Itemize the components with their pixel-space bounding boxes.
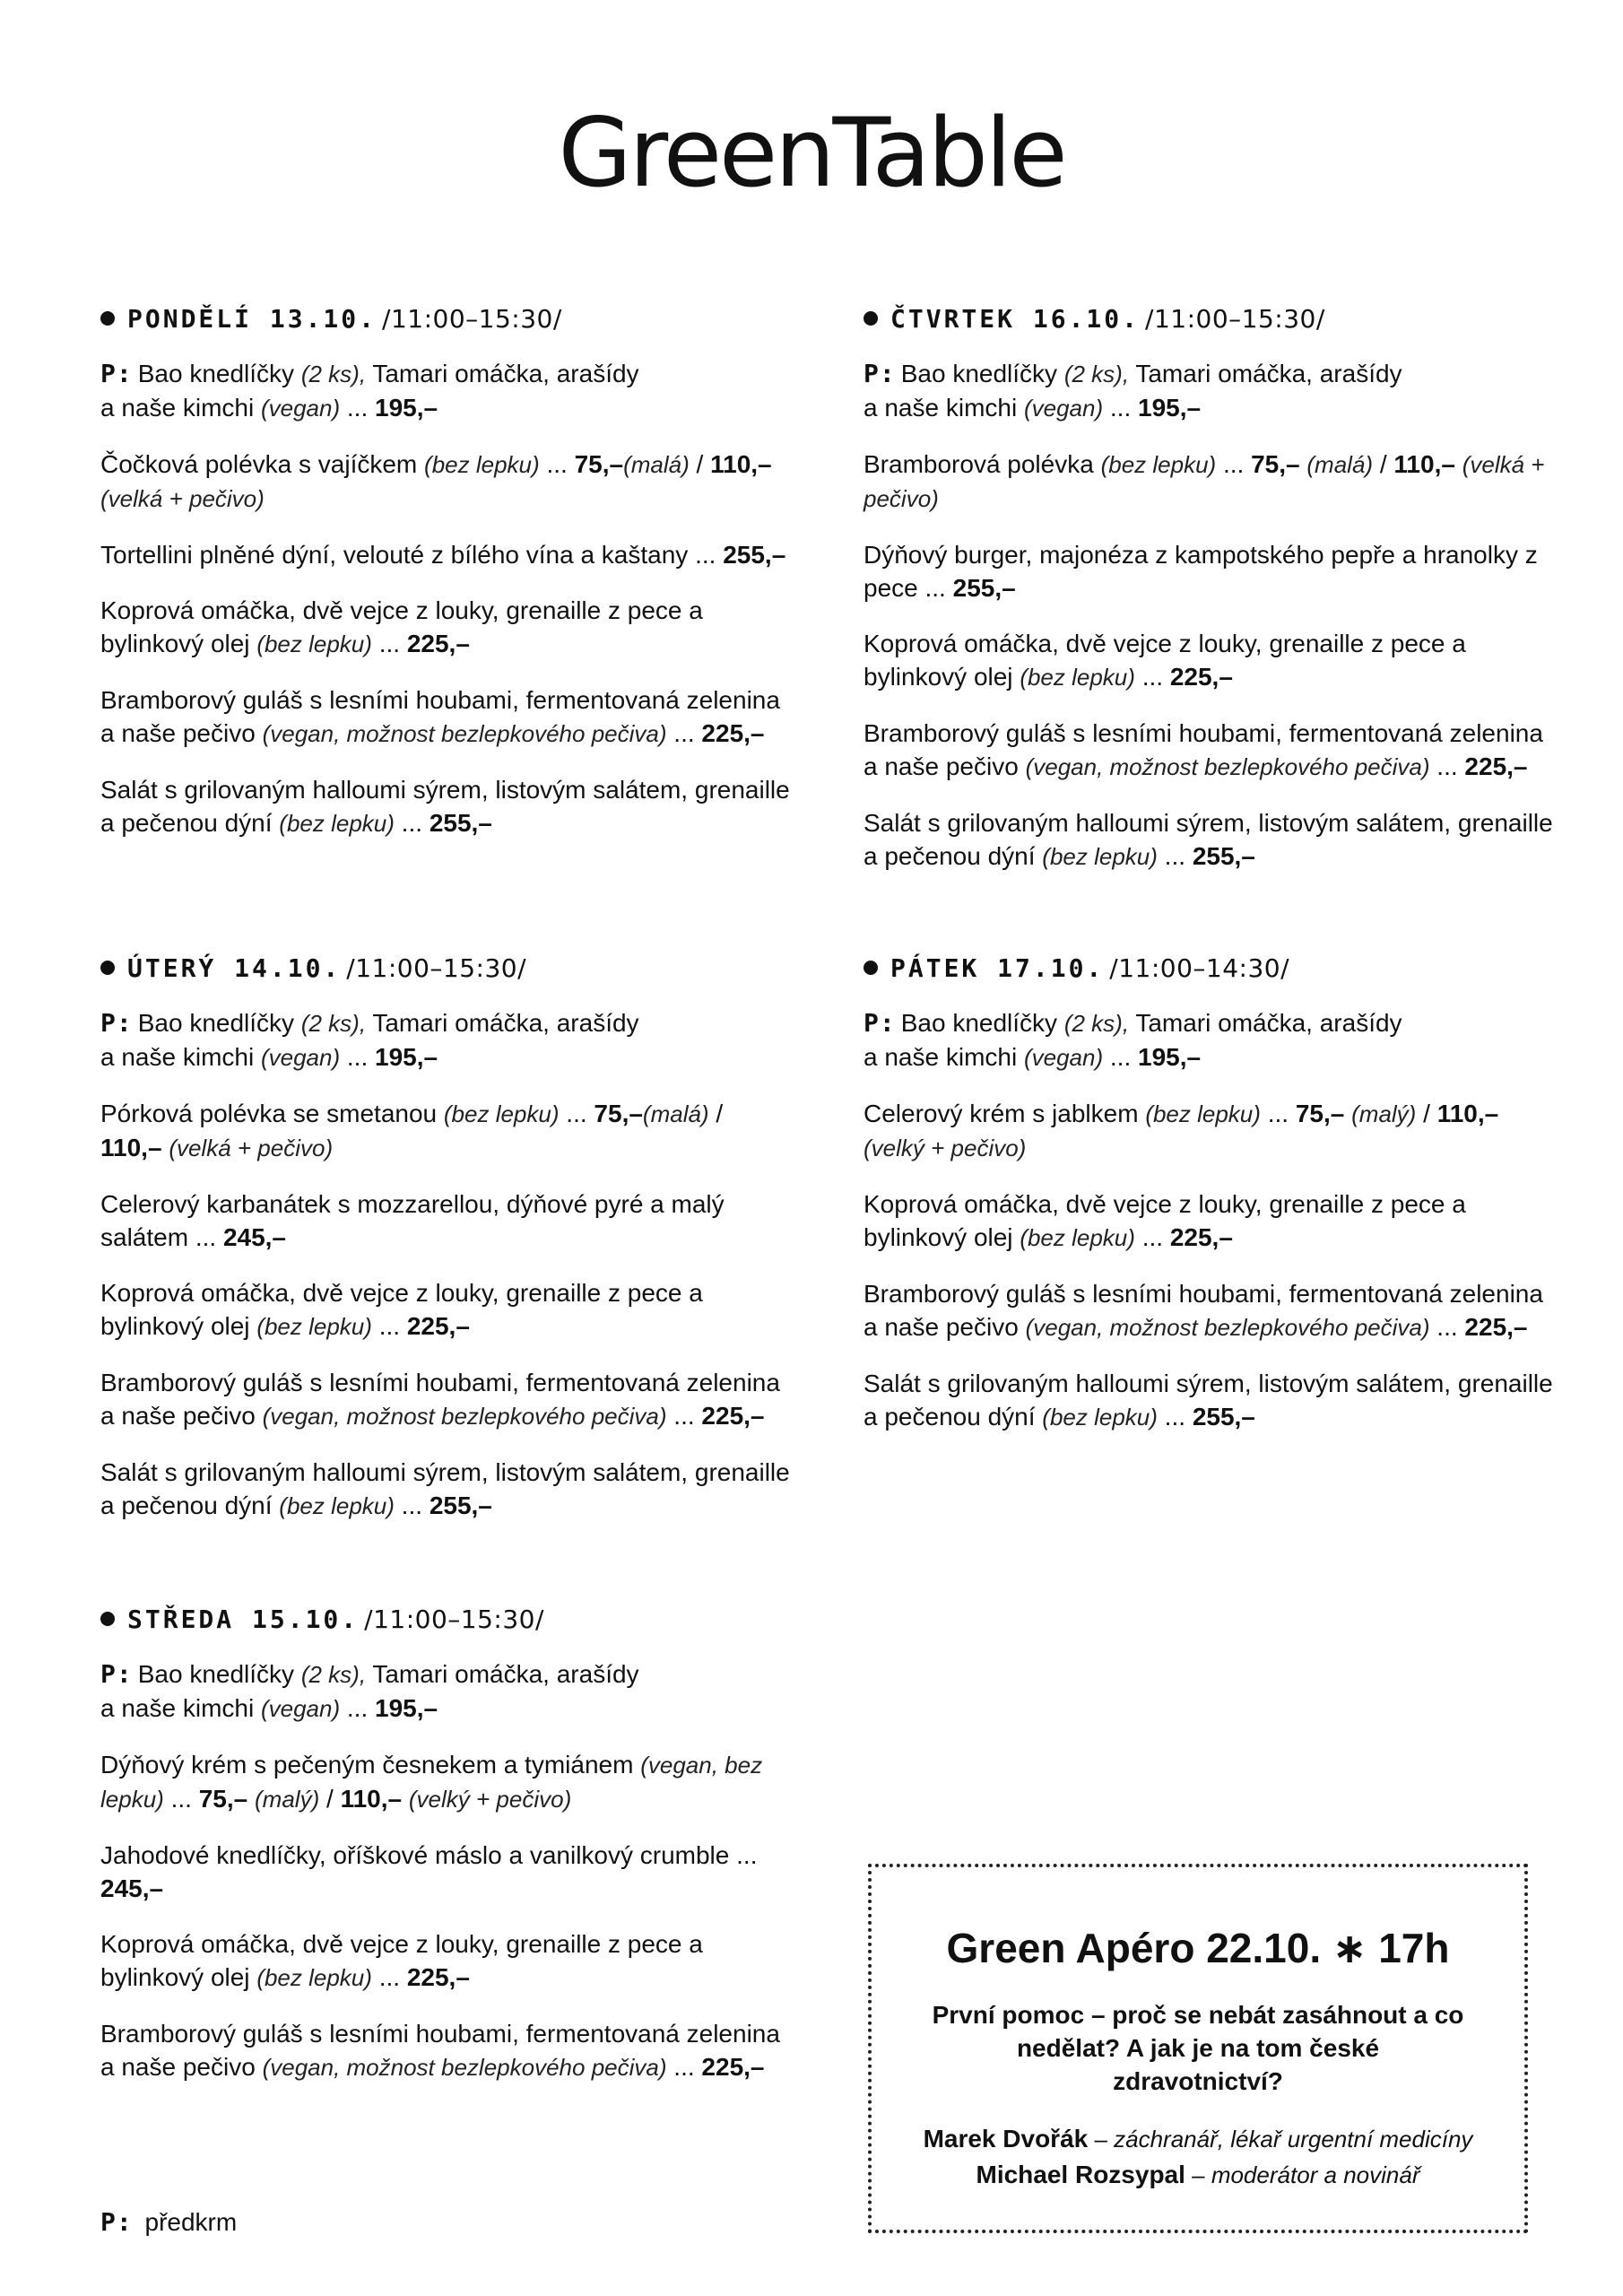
item-note: (vegan, možnost bezlepkového pečiva) xyxy=(262,720,667,747)
brand-logo: GreenTable xyxy=(558,98,1065,208)
menu-item xyxy=(100,1927,791,1995)
item-text: Tamari omáčka, arašídy xyxy=(1129,360,1402,387)
item-text: Salát s grilovaným halloumi sýrem, listovým salátem, grenaille a pečenou dýní xyxy=(100,1458,790,1519)
item-note: (vegan, možnost bezlepkového pečiva) xyxy=(262,1403,667,1430)
menu-item xyxy=(100,1748,791,1816)
starter-marker: P: xyxy=(100,1659,133,1689)
item-text: Salát s grilovaným halloumi sýrem, listovým salátem, grenaille a pečenou dýní xyxy=(100,776,790,837)
day-hours: /11:00–15:30/ xyxy=(1145,304,1325,334)
item-note: (velká + pečivo) xyxy=(864,451,1545,512)
item-text: ... xyxy=(1429,752,1465,780)
item-price: 75,– xyxy=(198,1785,248,1813)
item-note: (bez lepku) xyxy=(1100,451,1217,478)
item-price: 255,– xyxy=(952,574,1016,602)
item-note: (2 ks), xyxy=(300,361,367,387)
menu-item xyxy=(864,357,1554,425)
item-text: ... xyxy=(539,450,575,478)
menu-item xyxy=(864,717,1554,784)
item-text: Bramborový guláš s lesními houbami, fermentovaná zelenina a naše pečivo xyxy=(864,719,1543,780)
item-text: / xyxy=(708,1100,724,1127)
event-person xyxy=(872,2121,1524,2157)
item-price: 245,– xyxy=(222,1223,287,1251)
day-name: PÁTEK 17.10. xyxy=(890,953,1105,983)
starter-marker: P: xyxy=(100,1008,133,1038)
item-price: 225,– xyxy=(701,1402,765,1430)
day-name: ČTVRTEK 16.10. xyxy=(890,304,1141,334)
menu-item xyxy=(100,448,791,516)
item-text: Bao knedlíčky xyxy=(137,360,301,387)
day-heading xyxy=(864,952,1554,985)
item-note: (vegan, bez lepku) xyxy=(100,1752,763,1813)
item-note: (2 ks), xyxy=(300,1010,367,1037)
item-price: 225,– xyxy=(1464,752,1528,780)
day-heading xyxy=(100,1604,791,1636)
item-text: Bramborový guláš s lesními houbami, fermentovaná zelenina a naše pečivo xyxy=(100,1369,780,1430)
bullet-icon xyxy=(100,1612,115,1626)
menu-item xyxy=(864,448,1554,516)
legend xyxy=(100,2206,237,2239)
item-note: (vegan) xyxy=(1023,395,1104,422)
event-subtitle: První pomoc – proč se nebát zasáhnout a co nedělat? A jak je na tom české zdravotnictví? xyxy=(932,2001,1464,2095)
item-text: Bao knedlíčky xyxy=(137,1009,301,1037)
item-text: ... xyxy=(163,1785,199,1813)
menu-item xyxy=(100,538,791,571)
item-price: 225,– xyxy=(701,719,765,747)
menu-item xyxy=(864,627,1554,694)
item-text: a naše kimchi xyxy=(100,394,261,422)
item-text xyxy=(247,1785,255,1813)
item-text: Salát s grilovaným halloumi sýrem, listovým salátem, grenaille a pečenou dýní xyxy=(864,1370,1553,1431)
item-note: (velká + pečivo) xyxy=(100,485,265,512)
day-ctvrtek xyxy=(864,303,1554,896)
item-text: ... xyxy=(1103,394,1139,422)
day-heading xyxy=(100,952,791,985)
item-note: (bez lepku) xyxy=(1145,1100,1261,1127)
bullet-icon xyxy=(100,961,115,975)
day-heading xyxy=(100,303,791,335)
item-text: Koprová omáčka, dvě vejce z louky, grenaille z pece a bylinkový olej xyxy=(864,630,1466,691)
item-text: Bramborový guláš s lesními houbami, fermentovaná zelenina a naše pečivo xyxy=(864,1280,1543,1341)
item-text: Tortellini plněné dýní, velouté z bílého vína a kaštany ... xyxy=(100,541,724,569)
item-text: a naše kimchi xyxy=(100,1043,261,1071)
menu-item xyxy=(100,1276,791,1344)
item-text: Koprová omáčka, dvě vejce z louky, grenaille z pece a bylinkový olej xyxy=(100,596,703,657)
day-name: STŘEDA 15.10. xyxy=(127,1605,360,1634)
item-text: Bramborová polévka xyxy=(864,450,1101,478)
menu-item xyxy=(100,594,791,661)
menu-item xyxy=(864,806,1554,874)
day-patek xyxy=(864,952,1554,1457)
item-text: ... xyxy=(340,1694,376,1722)
legend-key: P: xyxy=(100,2207,133,2237)
event-person-role: – záchranář, lékař urgentní medicíny xyxy=(1088,2126,1473,2152)
item-text: Jahodové knedlíčky, oříškové máslo a vanilkový crumble ... xyxy=(100,1841,758,1869)
item-text: Bao knedlíčky xyxy=(900,360,1064,387)
item-text: Koprová omáčka, dvě vejce z louky, grenaille z pece a bylinkový olej xyxy=(100,1279,703,1340)
item-text: Bramborový guláš s lesními houbami, fermentovaná zelenina a naše pečivo xyxy=(100,686,780,747)
item-text: ... xyxy=(1134,663,1170,691)
item-text: / xyxy=(1416,1100,1437,1127)
event-person-role: – moderátor a novinář xyxy=(1185,2161,1420,2188)
item-note: (bez lepku) xyxy=(1042,843,1158,870)
item-price: 195,– xyxy=(375,1043,438,1071)
item-note: (vegan) xyxy=(260,395,341,422)
item-text: a naše kimchi xyxy=(864,394,1024,422)
item-note: (bez lepku) xyxy=(279,810,395,837)
item-note: (bez lepku) xyxy=(256,1964,372,1991)
item-price: 110,– xyxy=(710,450,772,478)
event-person-name: Marek Dvořák xyxy=(923,2125,1089,2152)
event-person xyxy=(872,2157,1524,2193)
day-hours: /11:00–14:30/ xyxy=(1109,953,1290,983)
item-text xyxy=(1455,450,1462,478)
item-price: 75,– xyxy=(574,450,624,478)
item-text: Bao knedlíčky xyxy=(900,1009,1064,1037)
item-price: 195,– xyxy=(375,394,438,422)
item-text: ... xyxy=(666,2053,702,2081)
item-note: (vegan, možnost bezlepkového pečiva) xyxy=(1025,753,1430,780)
item-note: (2 ks), xyxy=(1063,1010,1130,1037)
item-note: (bez lepku) xyxy=(1020,1224,1135,1251)
item-text: ... xyxy=(371,630,407,657)
item-note: (bez lepku) xyxy=(1042,1404,1158,1431)
event-box xyxy=(868,1864,1528,2233)
item-price: 195,– xyxy=(375,1694,438,1722)
menu-item xyxy=(864,1367,1554,1434)
menu-item xyxy=(100,773,791,840)
item-text: Tamari omáčka, arašídy xyxy=(366,1009,639,1037)
item-price: 225,– xyxy=(1169,1223,1233,1251)
item-text: Celerový krém s jablkem xyxy=(864,1100,1146,1127)
bullet-icon xyxy=(864,311,878,326)
item-text: / xyxy=(689,450,711,478)
item-price: 255,– xyxy=(1192,842,1255,870)
item-text: / xyxy=(319,1785,341,1813)
item-text: ... xyxy=(340,1043,376,1071)
day-heading xyxy=(864,303,1554,335)
item-text: ... xyxy=(394,1492,430,1519)
item-text: a naše kimchi xyxy=(864,1043,1024,1071)
item-price: 225,– xyxy=(1169,663,1233,691)
item-note: (malá) xyxy=(623,451,690,478)
menu-item xyxy=(100,1366,791,1433)
menu-item xyxy=(864,1277,1554,1344)
menu-item xyxy=(100,1456,791,1523)
item-note: (velký + pečivo) xyxy=(408,1786,572,1813)
legend-text: předkrm xyxy=(144,2208,238,2236)
item-price: 225,– xyxy=(406,1963,470,1991)
menu-item xyxy=(100,1187,791,1254)
item-note: (malá) xyxy=(1306,451,1374,478)
event-title: Green Apéro 22.10. ∗ 17h xyxy=(946,1925,1450,1971)
item-text: ... xyxy=(371,1963,407,1991)
item-text: ... xyxy=(559,1100,595,1127)
item-price: 75,– xyxy=(594,1100,643,1127)
item-note: (bez lepku) xyxy=(256,1313,372,1340)
item-note: (vegan) xyxy=(1023,1044,1104,1071)
event-people xyxy=(872,2121,1524,2193)
item-price: 110,– xyxy=(100,1134,162,1161)
menu-item xyxy=(100,683,791,751)
item-price: 195,– xyxy=(1138,394,1202,422)
item-note: (vegan, možnost bezlepkového pečiva) xyxy=(1025,1314,1430,1341)
item-price: 225,– xyxy=(701,2053,765,2081)
item-text: ... xyxy=(1157,842,1193,870)
item-price: 225,– xyxy=(406,1312,470,1340)
item-price: 75,– xyxy=(1251,450,1300,478)
item-text: ... xyxy=(1157,1403,1193,1431)
item-note: (velký + pečivo) xyxy=(864,1135,1027,1161)
item-text: Salát s grilovaným halloumi sýrem, listovým salátem, grenaille a pečenou dýní xyxy=(864,809,1553,870)
item-text: ... xyxy=(1103,1043,1139,1071)
item-note: (vegan) xyxy=(260,1695,341,1722)
bullet-icon xyxy=(100,311,115,326)
menu-item xyxy=(100,2017,791,2084)
menu-item xyxy=(100,1657,791,1726)
item-text: Tamari omáčka, arašídy xyxy=(1129,1009,1402,1037)
menu-item xyxy=(100,1097,791,1165)
item-price: 255,– xyxy=(429,809,492,837)
item-text: ... xyxy=(1429,1313,1465,1341)
item-price: 255,– xyxy=(1192,1403,1255,1431)
item-text: ... xyxy=(666,719,702,747)
item-text: ... xyxy=(340,394,376,422)
item-text: / xyxy=(1373,450,1394,478)
item-text: Celerový karbanátek s mozzarellou, dýňové pyré a malý salátem ... xyxy=(100,1190,725,1251)
item-text: Koprová omáčka, dvě vejce z louky, grenaille z pece a bylinkový olej xyxy=(864,1190,1466,1251)
menu-item xyxy=(864,1187,1554,1255)
item-text: Bramborový guláš s lesními houbami, fermentovaná zelenina a naše pečivo xyxy=(100,2020,780,2081)
item-price: 225,– xyxy=(406,630,470,657)
item-text: ... xyxy=(394,809,430,837)
day-name: PONDĚLÍ 13.10. xyxy=(127,304,378,334)
starter-marker: P: xyxy=(864,359,896,388)
day-utery xyxy=(100,952,791,1545)
menu-item xyxy=(100,1839,791,1905)
item-note: (2 ks), xyxy=(1063,361,1130,387)
day-hours: /11:00–15:30/ xyxy=(364,1605,544,1634)
item-text: Tamari omáčka, arašídy xyxy=(366,1660,639,1688)
starter-marker: P: xyxy=(100,359,133,388)
item-text: Dýňový krém s pečeným česnekem a tymiánem xyxy=(100,1751,641,1779)
item-note: (malý) xyxy=(255,1786,320,1813)
item-price: 110,– xyxy=(1393,450,1455,478)
day-hours: /11:00–15:30/ xyxy=(346,953,527,983)
menu-item xyxy=(864,1006,1554,1074)
menu-item xyxy=(100,1006,791,1074)
starter-marker: P: xyxy=(864,1008,896,1038)
item-note: (bez lepku) xyxy=(256,631,372,657)
item-note: (2 ks), xyxy=(300,1661,367,1688)
item-price: 245,– xyxy=(100,1874,164,1902)
item-note: (malá) xyxy=(642,1100,709,1127)
menu-item xyxy=(864,1097,1554,1165)
item-price: 255,– xyxy=(723,541,786,569)
item-text xyxy=(402,1785,409,1813)
day-streda xyxy=(100,1604,791,2107)
item-text xyxy=(1344,1100,1351,1127)
item-text: ... xyxy=(1134,1223,1170,1251)
item-text: a naše kimchi xyxy=(100,1694,261,1722)
item-text: Bao knedlíčky xyxy=(137,1660,301,1688)
item-text: ... xyxy=(371,1312,407,1340)
menu-item xyxy=(100,357,791,425)
item-text: ... xyxy=(666,1402,702,1430)
day-hours: /11:00–15:30/ xyxy=(382,304,562,334)
event-person-name: Michael Rozsypal xyxy=(976,2161,1185,2188)
item-price: 255,– xyxy=(429,1492,492,1519)
menu-item xyxy=(864,538,1554,604)
item-text: Čočková polévka s vajíčkem xyxy=(100,450,425,478)
day-pondeli xyxy=(100,303,791,863)
item-note: (vegan) xyxy=(260,1044,341,1071)
item-text: Dýňový burger, majonéza z kampotského pepře a hranolky z pece ... xyxy=(864,541,1538,602)
item-price: 75,– xyxy=(1295,1100,1345,1127)
item-note: (vegan, možnost bezlepkového pečiva) xyxy=(262,2054,667,2081)
item-text: Pórková polévka se smetanou xyxy=(100,1100,444,1127)
bullet-icon xyxy=(864,961,878,975)
item-note: (bez lepku) xyxy=(443,1100,560,1127)
item-price: 195,– xyxy=(1138,1043,1202,1071)
item-price: 110,– xyxy=(1436,1100,1499,1127)
item-price: 110,– xyxy=(340,1785,403,1813)
item-note: (bez lepku) xyxy=(424,451,540,478)
item-note: (malý) xyxy=(1351,1100,1417,1127)
item-note: (velká + pečivo) xyxy=(169,1135,334,1161)
item-note: (bez lepku) xyxy=(279,1492,395,1519)
item-text: Tamari omáčka, arašídy xyxy=(366,360,639,387)
item-text: ... xyxy=(1260,1100,1296,1127)
item-text: ... xyxy=(1216,450,1252,478)
day-name: ÚTERÝ 14.10. xyxy=(127,953,342,983)
item-note: (bez lepku) xyxy=(1020,664,1135,691)
item-text: Koprová omáčka, dvě vejce z louky, grenaille z pece a bylinkový olej xyxy=(100,1930,703,1991)
item-price: 225,– xyxy=(1464,1313,1528,1341)
